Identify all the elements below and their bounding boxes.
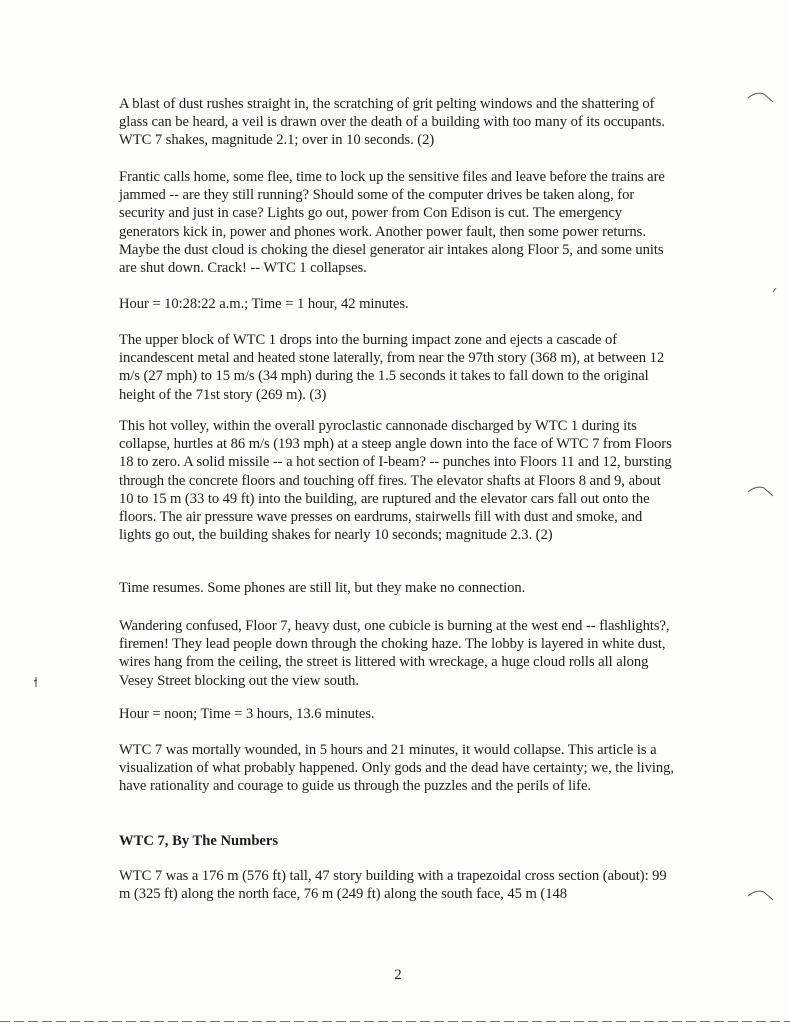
paragraph-frantic-calls: Frantic calls home, some flee, time to lock up the sensitive files and leave before the trains are jammed -- are they still running? Should some of the computer drives be taken along, for security and just in case? Lights go out, power from Con Edison is cut. The emergency generators kick in, power and phones work. Another power fault, then some power returns. Maybe the dust cloud is choking the diesel generator air intakes along Floor 5, and some units are shut down. Crack! -- WTC 1 collapses. bbox=[119, 169, 665, 277]
paragraph-upper-block: The upper block of WTC 1 drops into the burning impact zone and ejects a cascade of incandescent metal and heated stone laterally, from near the 97th story (368 m), at between 12 m/s (27 mph) to 15 m/s (34 mph) during the 1.5 seconds it takes to fall down to the original height of the 71st story (269 m). (3) bbox=[119, 332, 665, 403]
paragraph-mortally-wounded: WTC 7 was mortally wounded, in 5 hours and 21 minutes, it would collapse. This article is a visualization of what probably happened. Only gods and the dead have certainty; we, the living, have rationality and courage to guide us through the puzzles and the perils of life. bbox=[119, 742, 674, 795]
paragraph-time-resumes: Time resumes. Some phones are still lit, but they make no connection. bbox=[119, 580, 526, 596]
scan-speck bbox=[772, 287, 778, 293]
paragraph-hot-volley: This hot volley, within the overall pyroclastic cannonade discharged by WTC 1 during its collapse, hurtles at 86 m/s (193 mph) at a steep angle down into the face of WTC 7 from Floors 18 to zero. A solid missile -- a hot section of I-beam? -- punches into Floors 11 and 12, bursting through the concrete floors and touching off fires. The elevator shafts at Floors 8 and 9, about 10 to 15 m (33 to 49 ft) into the building, are ruptured and the elevator cars fall out onto the floors. The air pressure wave presses on eardrums, stairwells fill with dust and smoke, and lights go out, the building shakes for nearly 10 seconds; magnitude 2.3. (2) bbox=[119, 418, 672, 544]
section-heading: WTC 7, By The Numbers bbox=[119, 833, 279, 849]
paragraph-wandering: Wandering confused, Floor 7, heavy dust, one cubicle is burning at the west end -- flashlights?, firemen! They lead people down through the choking haze. The lobby is layered in white dust, wires hang from the ceiling, the street is littered with wreckage, a huge cloud rolls all along Vesey Street blocking out the view south. bbox=[119, 618, 670, 689]
punch-hole-mark bbox=[746, 888, 776, 904]
paragraph-hour-noon: Hour = noon; Time = 3 hours, 13.6 minutes. bbox=[119, 706, 375, 722]
paragraph-dust-blast: A blast of dust rushes straight in, the scratching of grit pelting windows and the shattering of glass can be heard, a veil is drawn over the death of a building with too many of its occupants. WTC 7 shakes, magnitude 2.1; over in 10 seconds. (2) bbox=[119, 96, 665, 149]
page-number: 2 bbox=[394, 967, 402, 983]
paragraph-hour-1028: Hour = 10:28:22 a.m.; Time = 1 hour, 42 minutes. bbox=[119, 296, 409, 312]
punch-hole-mark bbox=[746, 484, 776, 500]
paragraph-by-the-numbers: WTC 7 was a 176 m (576 ft) tall, 47 story building with a trapezoidal cross section (about): 99 m (325 ft) along the north face, 76 m (249 ft) along the south face, 45 m (148 bbox=[119, 868, 667, 903]
scan-speck bbox=[33, 676, 39, 688]
punch-hole-mark bbox=[746, 90, 776, 106]
scan-edge-line bbox=[0, 1021, 790, 1022]
